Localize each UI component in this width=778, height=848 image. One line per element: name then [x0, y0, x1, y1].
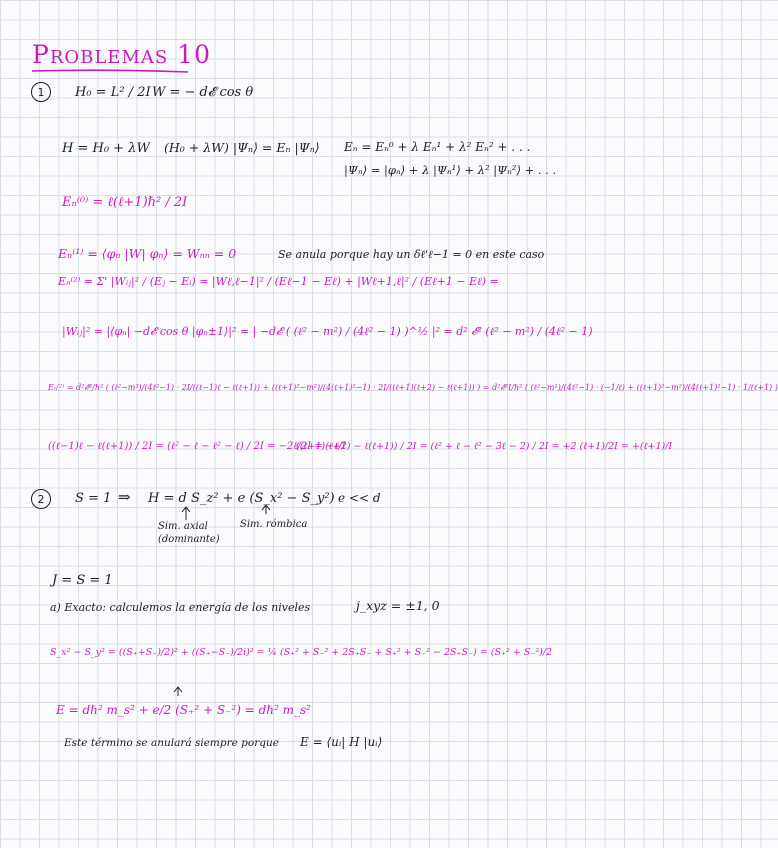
energy-series: Eₙ = Eₙ⁰ + λ Eₙ¹ + λ² Eₙ² + . . . — [344, 140, 531, 154]
sx-sy-identity: S_x² − S_y² = ((S₊+S₋)/2)² + ((S₊−S₋)/2i)² = ¼ (S₊² + S₋² + 2S₊S₋ + S₊² + S₋² − 2S₊S₋) = (S₊² + S₋²)/2 — [50, 647, 553, 658]
j-equation: J = S = 1 — [52, 573, 113, 588]
perturbation-condition: e << d — [338, 491, 381, 505]
vanishing-term-note: Este término se anulará siempre porque — [64, 737, 279, 749]
problem-1-number: 1 — [31, 82, 51, 102]
rhombic-note: Sim. rómbica — [240, 519, 308, 530]
h0-equation: H₀ = L² / 2I — [75, 85, 151, 100]
part-a-label: a) Exacto: calculemos la energía de los niveles — [50, 601, 311, 614]
schrodinger-equation: (H₀ + λW) |Ψₙ⟩ = Eₙ |Ψₙ⟩ — [164, 140, 320, 155]
spin-value: S = 1 — [75, 491, 112, 506]
axial-note-sub: (dominante) — [158, 534, 220, 545]
aux-fraction-2: ((ℓ+1)(ℓ+2) − ℓ(ℓ+1)) / 2I = (ℓ² + ℓ − ℓ² − 3ℓ − 2) / 2I = +2 (ℓ+1)/2I = +(ℓ+1)/I — [296, 441, 673, 452]
wij-equation: |Wᵢⱼ|² = |⟨φₙ| −d𝓔 cos θ |φₙ±1⟩|² = | −d𝓔 ( (ℓ² − m²) / (4ℓ² − 1) )^½ |² = d² 𝓔² (ℓ² − m²) / (4ℓ² − 1) — [62, 325, 593, 338]
w-equation: W = − d𝓔 cos θ — [152, 85, 254, 100]
aux-fraction-1: ((ℓ−1)ℓ − ℓ(ℓ+1)) / 2I = (ℓ² − ℓ − ℓ² − ℓ) / 2I = −2ℓ/2I = −ℓ/I — [48, 441, 346, 452]
page-title: Problemas 10 — [32, 40, 211, 69]
state-series: |Ψₙ⟩ = |φₙ⟩ + λ |Ψₙ¹⟩ + λ² |Ψₙ²⟩ + . . . — [344, 163, 557, 177]
e1-note: Se anula porque hay un δℓ'ℓ−1 = 0 en este caso — [278, 248, 545, 261]
hamiltonian-2: H = d S_z² + e (S_x² − S_y²) — [148, 491, 335, 506]
expectation-value: E = ⟨uᵢ| H |uᵢ⟩ — [300, 735, 383, 749]
energy-expression: E = dℏ² m_s² + e/2 (S₊² + S₋²) = dℏ² m_s² — [56, 703, 311, 717]
h-total-equation: H = H₀ + λW — [62, 141, 150, 156]
implies-arrow: ⇒ — [118, 488, 131, 506]
e2-expanded-equation: Eₙ⁽²⁾ = d²𝓔²/ℏ² ( (ℓ²−m²)/(4ℓ²−1) · 2I/((ℓ−1)ℓ − ℓ(ℓ+1)) + ((ℓ+1)²−m²)/(4(ℓ+1)²−1) · 2I/((ℓ+1)(ℓ+2) − ℓ(ℓ+1)) ) = d²𝓔²I/ℏ² ( (ℓ²−m²)/(4ℓ²−1) · (−1/ℓ) + ((ℓ+1)²−m²)/(4(ℓ+1)²−1) · 1/(ℓ+1) ) — [48, 383, 778, 392]
e0-equation: Eₙ⁽⁰⁾ = ℓ(ℓ+1)ℏ² / 2I — [62, 195, 188, 210]
e2-sum-equation: Eₙ⁽²⁾ = Σ' |Wᵢⱼ|² / (Eⱼ − Eᵢ) = |Wℓ,ℓ−1|² / (Eℓ−1 − Eℓ) + |Wℓ+1,ℓ|² / (Eℓ+1 − Eℓ) = — [58, 275, 499, 288]
jxyz-values: j_xyz = ±1, 0 — [356, 598, 440, 613]
axial-note: Sim. axial — [158, 521, 208, 532]
e1-equation: Eₙ⁽¹⁾ = ⟨φₙ |W| φₙ⟩ = Wₙₙ = 0 — [58, 246, 237, 261]
problem-2-number: 2 — [31, 489, 51, 509]
